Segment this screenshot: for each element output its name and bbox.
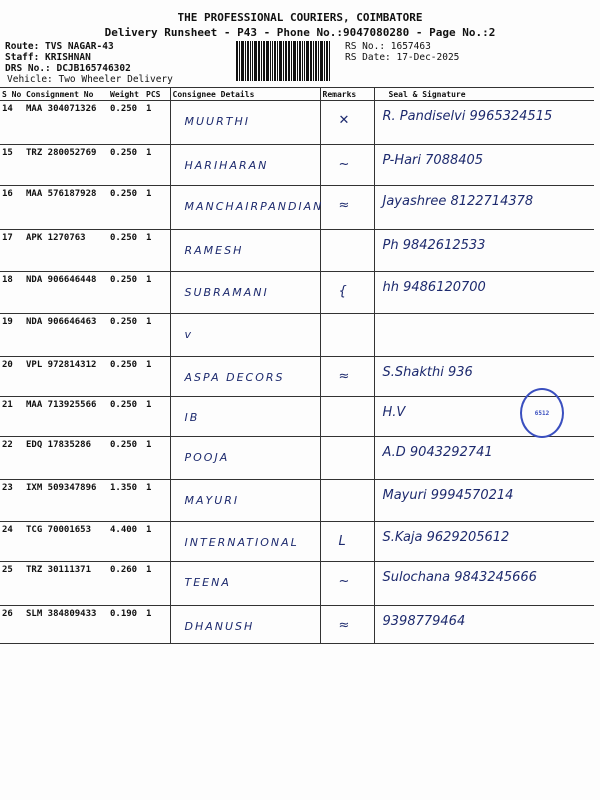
cell-consignee [170, 437, 320, 480]
cell-signature [374, 186, 594, 230]
cell-signature [374, 562, 594, 606]
cell-signature-text: A.D 9043292741 [382, 445, 493, 460]
cell-sno-text: 24 [2, 525, 13, 535]
cell-sno-text: 26 [2, 609, 13, 619]
cell-signature-text: H.V [382, 405, 406, 420]
cell-weight [108, 522, 144, 562]
cell-consignee [170, 522, 320, 562]
cell-sno [0, 522, 24, 562]
table-row [0, 101, 594, 145]
cell-consignee-text: TEENA [184, 576, 231, 589]
cell-signature [374, 522, 594, 562]
cell-consignee-text: v [184, 328, 194, 341]
col-consignee: Consignee Details [170, 88, 320, 101]
cell-consignee-text: MUURTHI [184, 115, 250, 128]
cell-remark-text: ≈ [338, 618, 350, 633]
cell-pcs-text: 1 [146, 233, 152, 243]
cell-pcs [144, 562, 170, 606]
cell-sno-text: 18 [2, 275, 13, 285]
cell-consignee [170, 314, 320, 357]
cell-consignment [24, 480, 108, 522]
cell-weight [108, 101, 144, 145]
cell-pcs [144, 522, 170, 562]
cell-weight-text: 0.190 [110, 609, 138, 619]
cell-remark-text: ≈ [338, 369, 350, 384]
col-weight: Weight [108, 88, 144, 101]
cell-consignment-text: MAA 304071326 [26, 104, 97, 114]
cell-sno [0, 314, 24, 357]
cell-weight-text: 0.250 [110, 317, 138, 327]
cell-sno-text: 15 [2, 148, 13, 158]
rs-date: RS Date: 17-Dec-2025 [345, 52, 460, 63]
cell-pcs [144, 357, 170, 397]
cell-signature [374, 230, 594, 272]
cell-signature-text: Mayuri 9994570214 [382, 488, 514, 503]
cell-signature-text: Ph 9842612533 [382, 238, 486, 253]
table-row [0, 314, 594, 357]
col-seal: Seal & Signature [374, 88, 594, 101]
cell-remark [320, 230, 374, 272]
cell-consignment-text: IXM 509347896 [26, 483, 97, 493]
cell-sno [0, 272, 24, 314]
cell-consignee-text: RAMESH [184, 244, 244, 257]
cell-sno-text: 22 [2, 440, 13, 450]
cell-pcs [144, 480, 170, 522]
cell-signature [374, 314, 594, 357]
cell-pcs-text: 1 [146, 275, 152, 285]
cell-pcs-text: 1 [146, 609, 152, 619]
cell-consignment [24, 186, 108, 230]
cell-sno-text: 19 [2, 317, 13, 327]
table-row [0, 522, 594, 562]
cell-weight-text: 4.400 [110, 525, 138, 535]
cell-pcs-text: 1 [146, 525, 152, 535]
cell-pcs [144, 397, 170, 437]
cell-pcs [144, 606, 170, 644]
cell-remark [320, 186, 374, 230]
cell-remark [320, 480, 374, 522]
cell-remark [320, 101, 374, 145]
cell-sno [0, 606, 24, 644]
staff-label: Staff: KRISHNAN [5, 52, 91, 63]
cell-weight [108, 230, 144, 272]
cell-consignment-text: TCG 70001653 [26, 525, 92, 535]
cell-pcs-text: 1 [146, 104, 152, 114]
cell-sno-text: 17 [2, 233, 13, 243]
cell-weight-text: 0.260 [110, 565, 138, 575]
table-row [0, 230, 594, 272]
cell-weight-text: 0.250 [110, 275, 138, 285]
seal-stamp [520, 388, 564, 438]
table-header-row [0, 88, 594, 101]
cell-weight [108, 314, 144, 357]
cell-signature-text: hh 9486120700 [382, 280, 486, 295]
vehicle-label: Vehicle: Two Wheeler Delivery [7, 74, 173, 85]
cell-remark [320, 145, 374, 186]
cell-sno-text: 23 [2, 483, 13, 493]
cell-weight-text: 0.250 [110, 148, 138, 158]
table-row [0, 480, 594, 522]
table-row [0, 606, 594, 644]
cell-remark-text: L [338, 534, 346, 549]
cell-consignment-text: NDA 906646463 [26, 317, 97, 327]
cell-signature-text: P-Hari 7088405 [382, 153, 484, 168]
cell-consignee-text: INTERNATIONAL [184, 536, 299, 549]
cell-weight [108, 145, 144, 186]
cell-consignment-text: MAA 713925566 [26, 400, 97, 410]
cell-pcs [144, 272, 170, 314]
cell-weight-text: 0.250 [110, 104, 138, 114]
cell-weight-text: 1.350 [110, 483, 138, 493]
cell-pcs [144, 437, 170, 480]
cell-consignee [170, 397, 320, 437]
document-title: THE PROFESSIONAL COURIERS, COIMBATORE [177, 11, 423, 24]
cell-weight-text: 0.250 [110, 440, 138, 450]
cell-signature [374, 357, 594, 397]
cell-sno [0, 480, 24, 522]
cell-consignee-text: IB [184, 411, 200, 424]
col-pcs: PCS [144, 88, 170, 101]
cell-remark [320, 522, 374, 562]
cell-signature-text: Sulochana 9843245666 [382, 570, 537, 585]
cell-sno [0, 562, 24, 606]
cell-weight-text: 0.250 [110, 233, 138, 243]
cell-sno-text: 21 [2, 400, 13, 410]
cell-remark [320, 437, 374, 480]
cell-consignee [170, 562, 320, 606]
cell-signature-text: S.Shakthi 936 [382, 365, 473, 380]
cell-weight-text: 0.250 [110, 400, 138, 410]
cell-pcs [144, 145, 170, 186]
cell-remark-text: ≈ [338, 198, 350, 213]
cell-signature [374, 437, 594, 480]
rs-number: RS No.: 1657463 [345, 41, 431, 52]
cell-pcs [144, 314, 170, 357]
cell-consignment-text: TRZ 280052769 [26, 148, 97, 158]
cell-weight [108, 357, 144, 397]
cell-sno [0, 230, 24, 272]
cell-sno [0, 186, 24, 230]
cell-pcs-text: 1 [146, 317, 152, 327]
cell-consignee-text: HARIHARAN [184, 159, 269, 172]
cell-sno-text: 14 [2, 104, 13, 114]
cell-consignment [24, 272, 108, 314]
cell-pcs-text: 1 [146, 148, 152, 158]
cell-consignment [24, 314, 108, 357]
cell-remark-text: { [338, 284, 347, 299]
cell-remark [320, 397, 374, 437]
cell-consignee-text: MANCHAIRPANDIAN [184, 200, 324, 213]
col-sno: S No [0, 88, 24, 101]
cell-weight [108, 562, 144, 606]
table-row [0, 562, 594, 606]
cell-consignment [24, 522, 108, 562]
cell-consignment [24, 562, 108, 606]
cell-weight-text: 0.250 [110, 360, 138, 370]
cell-consignment-text: TRZ 30111371 [26, 565, 92, 575]
cell-signature [374, 101, 594, 145]
cell-remark [320, 357, 374, 397]
cell-sno [0, 397, 24, 437]
cell-pcs-text: 1 [146, 565, 152, 575]
table-row [0, 145, 594, 186]
document-subtitle: Delivery Runsheet - P43 - Phone No.:9047080280 - Page No.:2 [104, 26, 496, 39]
cell-sno-text: 16 [2, 189, 13, 199]
cell-weight [108, 437, 144, 480]
cell-remark [320, 562, 374, 606]
cell-consignee [170, 357, 320, 397]
cell-consignment-text: EDQ 17835286 [26, 440, 92, 450]
cell-consignee-text: MAYURI [184, 494, 240, 507]
cell-pcs-text: 1 [146, 440, 152, 450]
stamp-text: 6512 [534, 409, 550, 417]
cell-consignee [170, 230, 320, 272]
cell-pcs-text: 1 [146, 189, 152, 199]
col-remarks: Remarks [320, 88, 374, 101]
cell-pcs [144, 230, 170, 272]
table-row [0, 186, 594, 230]
cell-consignee-text: ASPA DECORS [184, 371, 285, 384]
table-row [0, 272, 594, 314]
table-row [0, 397, 594, 437]
route-label: Route: TVS NAGAR-43 [5, 41, 114, 52]
table-row [0, 437, 594, 480]
cell-consignment-text: NDA 906646448 [26, 275, 97, 285]
cell-sno [0, 101, 24, 145]
cell-sno-text: 25 [2, 565, 13, 575]
cell-sno [0, 357, 24, 397]
cell-signature-text: S.Kaja 9629205612 [382, 530, 510, 545]
cell-consignee [170, 186, 324, 230]
cell-remark [320, 314, 374, 357]
cell-consignment-text: SLM 384809433 [26, 609, 97, 619]
delivery-table [0, 87, 594, 644]
cell-consignment-text: APK 1270763 [26, 233, 86, 243]
cell-remark-text: ~ [338, 157, 350, 172]
cell-signature-text: Jayashree 8122714378 [382, 194, 534, 209]
cell-consignment-text: VPL 972814312 [26, 360, 97, 370]
col-consignment: Consignment No [24, 88, 108, 101]
cell-weight-text: 0.250 [110, 189, 138, 199]
cell-consignee [170, 101, 320, 145]
cell-consignee-text: DHANUSH [184, 620, 255, 633]
drs-number: DRS No.: DCJB165746302 [5, 63, 131, 74]
cell-signature [374, 480, 594, 522]
cell-signature-text: 9398779464 [382, 614, 466, 629]
cell-sno [0, 145, 24, 186]
cell-sno-text: 20 [2, 360, 13, 370]
table-row [0, 357, 594, 397]
cell-weight [108, 186, 144, 230]
cell-signature [374, 145, 594, 186]
cell-consignment [24, 230, 108, 272]
cell-signature [374, 272, 594, 314]
cell-consignment [24, 397, 108, 437]
cell-remark [320, 606, 374, 644]
cell-remark-text: ~ [338, 574, 350, 589]
cell-signature-text: R. Pandiselvi 9965324515 [382, 109, 553, 124]
cell-consignment [24, 437, 108, 480]
cell-pcs-text: 1 [146, 483, 152, 493]
cell-consignment [24, 101, 108, 145]
cell-weight [108, 272, 144, 314]
cell-weight [108, 397, 144, 437]
cell-consignment [24, 145, 108, 186]
cell-consignee [170, 272, 320, 314]
cell-pcs [144, 186, 170, 230]
cell-sno [0, 437, 24, 480]
cell-signature [374, 606, 594, 644]
cell-consignment [24, 357, 108, 397]
barcode-image [236, 41, 342, 81]
cell-consignment-text: MAA 576187928 [26, 189, 97, 199]
cell-remark [320, 272, 374, 314]
cell-weight [108, 480, 144, 522]
cell-pcs-text: 1 [146, 360, 152, 370]
cell-consignee [170, 480, 320, 522]
cell-pcs [144, 101, 170, 145]
cell-pcs-text: 1 [146, 400, 152, 410]
cell-weight [108, 606, 144, 644]
cell-consignee [170, 145, 320, 186]
cell-consignee-text: SUBRAMANI [184, 286, 269, 299]
cell-remark-text: ✕ [338, 113, 350, 128]
cell-consignment [24, 606, 108, 644]
cell-consignee-text: POOJA [184, 451, 230, 464]
cell-consignee [170, 606, 320, 644]
